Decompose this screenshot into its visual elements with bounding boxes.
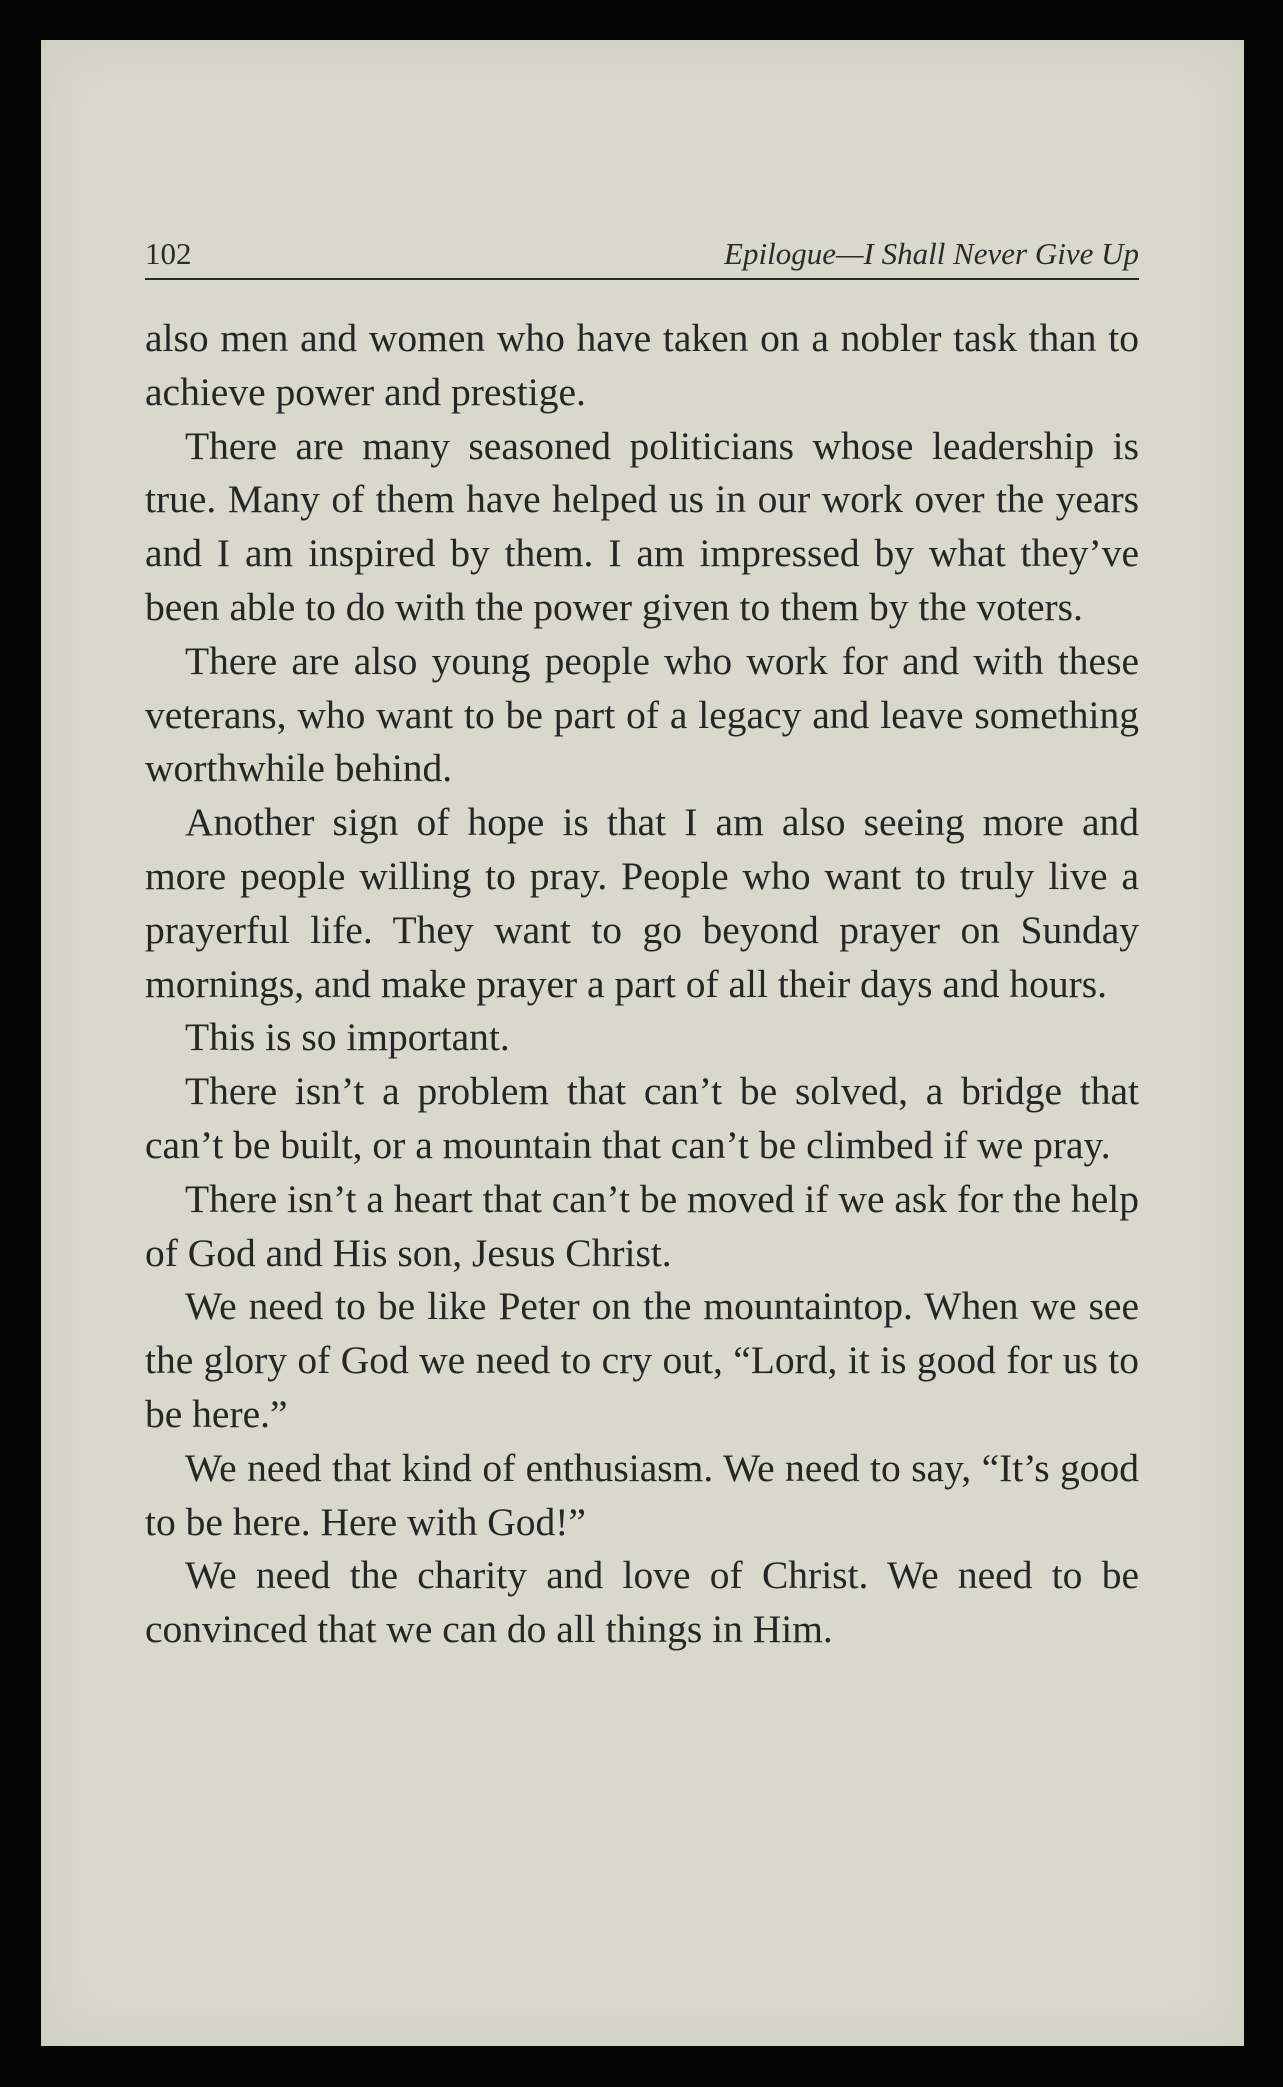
- paragraph: There isn’t a problem that can’t be solved, a bridge that can’t be built, or a mountain that can’t be climbed if we pray.: [145, 1069, 1139, 1167]
- paragraph: also men and women who have taken on a nobler task than to achieve power and prestige.: [145, 316, 1139, 414]
- paragraph: We need the charity and love of Christ. We need to be convinced that we can do all things in Him.: [145, 1553, 1139, 1652]
- paragraph: There are many seasoned politicians whose leadership is true. Many of them have helped us in our work over the years and I am inspired by them. I am impressed by what they’ve been able to do with the power given to them by the voters.: [145, 423, 1139, 629]
- page-number: 102: [145, 236, 192, 271]
- running-head: Epilogue—I Shall Never Give Up: [724, 236, 1139, 271]
- paragraph: There isn’t a heart that can’t be moved if we ask for the help of God and His son, Jesus Christ.: [145, 1176, 1139, 1275]
- paragraph: This is so important.: [185, 1015, 510, 1060]
- page-header: [145, 198, 1139, 280]
- paragraph: We need that kind of enthusiasm. We need to say, “It’s good to be here. Here with God!”: [145, 1445, 1139, 1544]
- paragraph: Another sign of hope is that I am also seeing more and more people willing to pray. People who want to truly live a prayerful life. They want to go beyond prayer on Sunday mornings, and make prayer a part of all their days and hours.: [145, 800, 1139, 1006]
- paragraph: There are also young people who work for and with these veterans, who want to be part of a legacy and leave something worthwhile behind.: [145, 638, 1139, 791]
- page-body: [145, 312, 1139, 1657]
- paragraph: We need to be like Peter on the mountaintop. When we see the glory of God we need to cry out, “Lord, it is good for us to be here.”: [145, 1284, 1139, 1436]
